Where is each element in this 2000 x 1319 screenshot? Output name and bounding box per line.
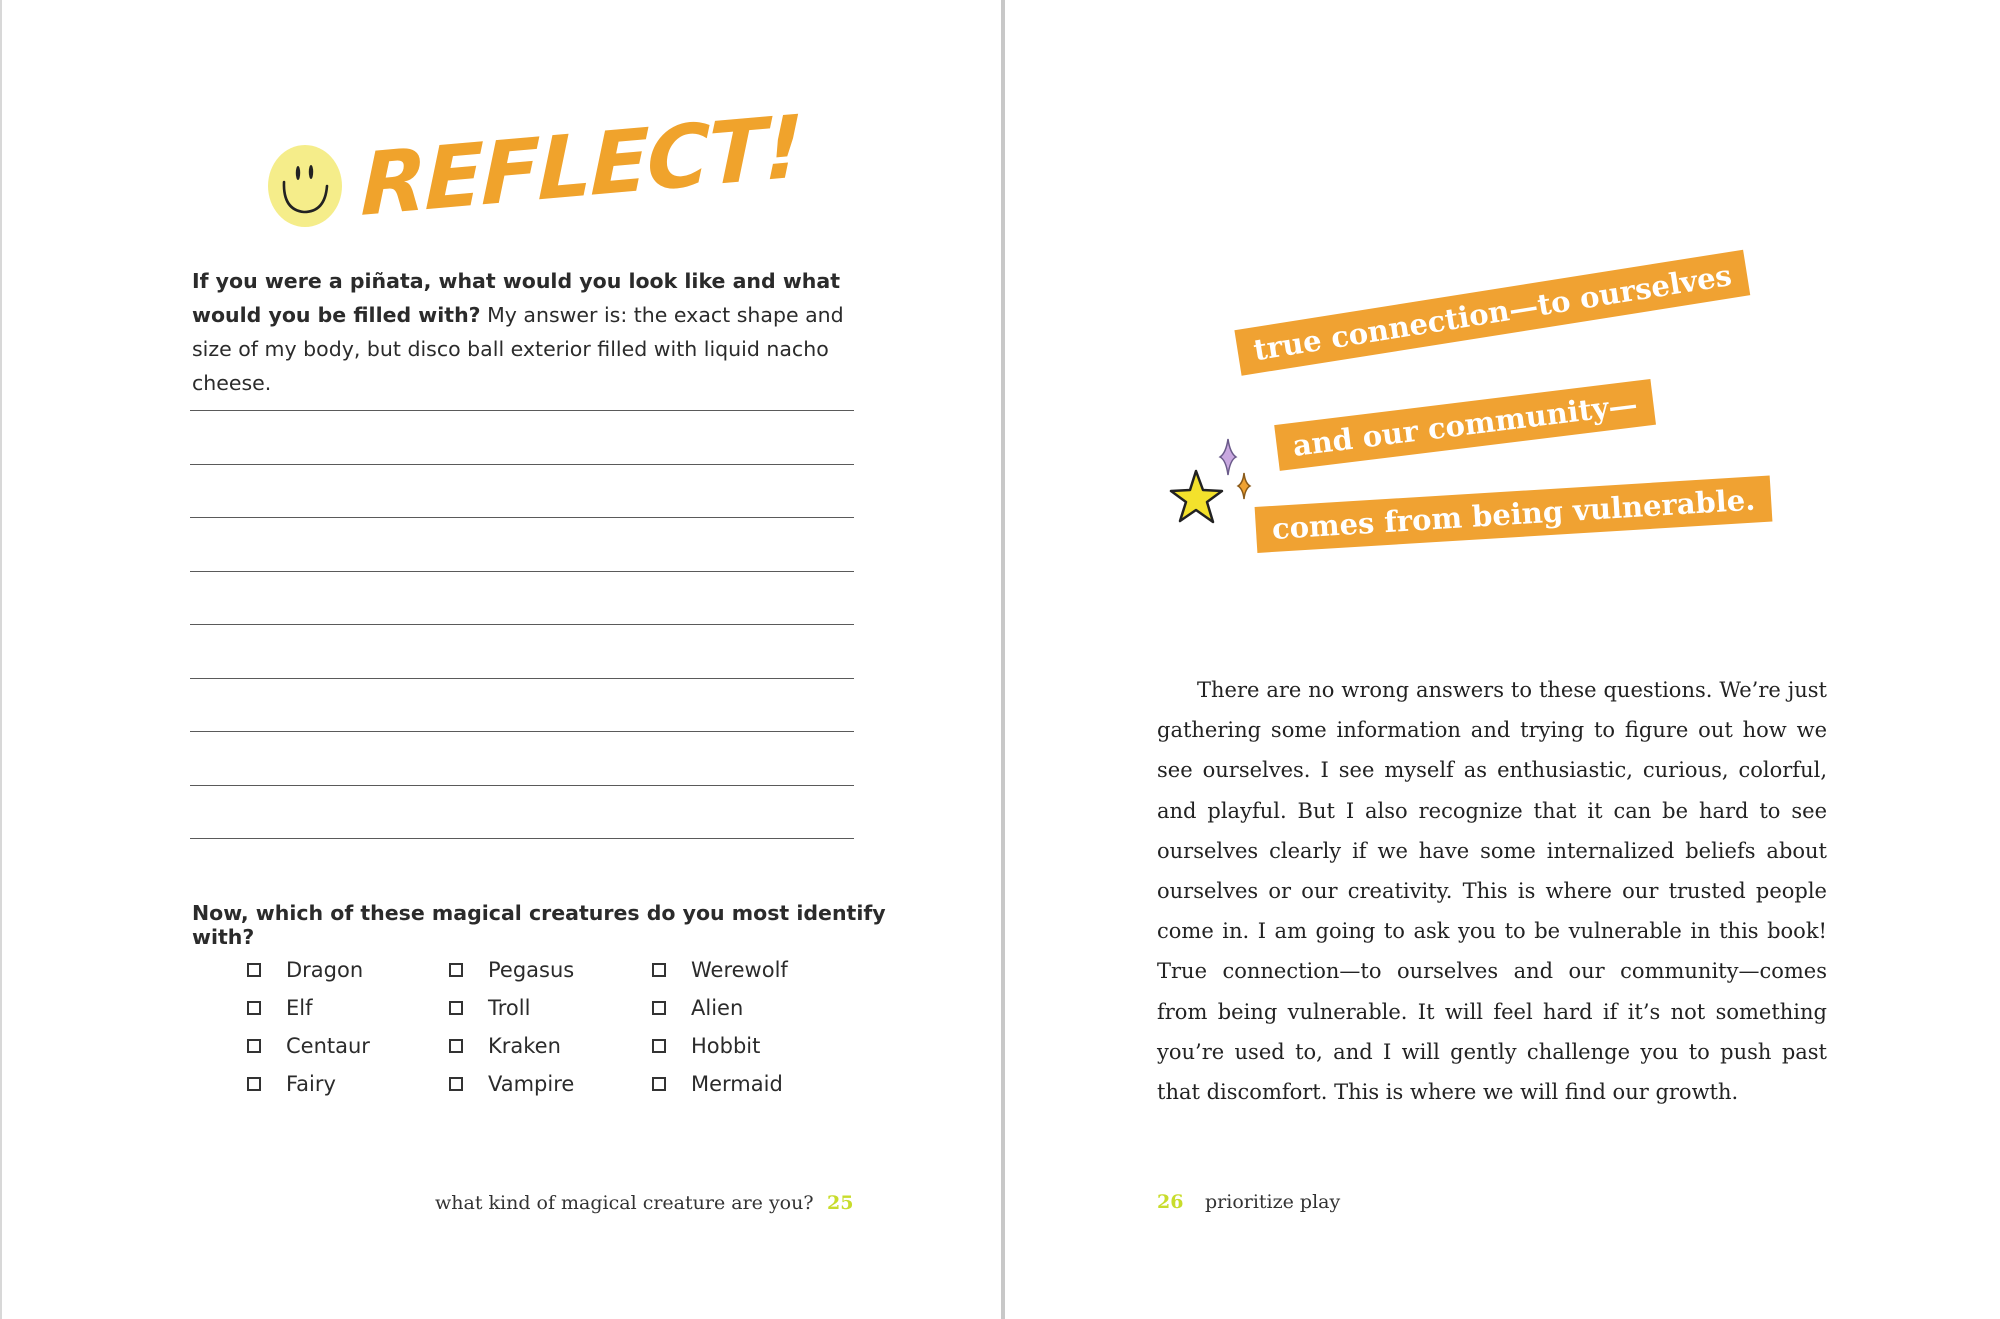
creature-label: Mermaid bbox=[691, 1072, 783, 1096]
creature-label: Centaur bbox=[286, 1034, 370, 1058]
running-footer-left: what kind of magical creature are you? bbox=[435, 1192, 814, 1214]
smiley-face-icon bbox=[267, 142, 345, 228]
prompt-question: If you were a piñata, what would you look like and what would you be filled with? bbox=[192, 269, 840, 327]
prompt-answer: My answer is: the exact shape and size of my body, but disco ball exterior filled with liquid nacho cheese. bbox=[192, 303, 844, 395]
answer-line[interactable] bbox=[190, 838, 854, 839]
creature-option[interactable] bbox=[449, 993, 530, 1023]
checkbox-icon[interactable] bbox=[652, 1001, 666, 1015]
answer-line[interactable] bbox=[190, 731, 854, 732]
page-number-left: 25 bbox=[827, 1192, 854, 1214]
creature-label: Kraken bbox=[488, 1034, 561, 1058]
quote-line-2: and our community— bbox=[1274, 379, 1656, 471]
checkbox-icon[interactable] bbox=[247, 963, 261, 977]
creature-label: Dragon bbox=[286, 958, 364, 982]
creature-label: Pegasus bbox=[488, 958, 575, 982]
creature-option[interactable] bbox=[652, 955, 788, 985]
answer-line[interactable] bbox=[190, 571, 854, 572]
checkbox-icon[interactable] bbox=[652, 1077, 666, 1091]
answer-line[interactable] bbox=[190, 624, 854, 625]
checkbox-icon[interactable] bbox=[652, 1039, 666, 1053]
answer-line[interactable] bbox=[190, 464, 854, 465]
creature-option[interactable] bbox=[652, 1069, 783, 1099]
creature-option[interactable] bbox=[449, 1069, 574, 1099]
creature-option[interactable] bbox=[247, 1069, 336, 1099]
answer-line[interactable] bbox=[190, 785, 854, 786]
body-paragraph: There are no wrong answers to these questions. We’re just gathering some information and trying to figure out how we see ourselves. I see myself as enthusiastic, curious, colorful, and playful. But I also recognize that it can be hard to see ourselves clearly if we have some internalized beliefs about ourselves or our creativity. This is where our trusted people come in. I am going to ask you to be vulnerable in this book! True connection—to ourselves and our community—comes from being vulnerable. It will feel hard if it’s not something you’re used to, and I will gently challenge you to push past that discomfort. This is where we will find our growth. bbox=[1157, 678, 1827, 1105]
creature-label: Fairy bbox=[286, 1072, 336, 1096]
creature-label: Hobbit bbox=[691, 1034, 761, 1058]
creature-option[interactable] bbox=[449, 1031, 561, 1061]
creature-label: Elf bbox=[286, 996, 313, 1020]
reflect-heading bbox=[267, 96, 803, 248]
creature-option[interactable] bbox=[449, 955, 574, 985]
checkbox-icon[interactable] bbox=[449, 1077, 463, 1091]
creature-option[interactable] bbox=[652, 993, 743, 1023]
checkbox-icon[interactable] bbox=[449, 963, 463, 977]
creature-label: Werewolf bbox=[691, 958, 788, 982]
checkbox-icon[interactable] bbox=[652, 963, 666, 977]
creature-label: Alien bbox=[691, 996, 744, 1020]
reflect-prompt bbox=[192, 264, 862, 400]
creature-option[interactable] bbox=[247, 1031, 370, 1061]
creature-question: Now, which of these magical creatures do you most identify with? bbox=[192, 901, 886, 949]
creature-option[interactable] bbox=[247, 993, 313, 1023]
answer-line[interactable] bbox=[190, 410, 854, 411]
answer-line[interactable] bbox=[190, 517, 854, 518]
checkbox-icon[interactable] bbox=[247, 1039, 261, 1053]
quote-line-3: comes from being vulnerable. bbox=[1255, 476, 1773, 553]
reflect-title: REFLECT! bbox=[360, 96, 803, 237]
checkbox-icon[interactable] bbox=[247, 1001, 261, 1015]
creature-label: Vampire bbox=[488, 1072, 575, 1096]
creature-option[interactable] bbox=[247, 955, 363, 985]
sparkle-stars-icon bbox=[1168, 435, 1258, 535]
checkbox-icon[interactable] bbox=[247, 1077, 261, 1091]
creature-label: Troll bbox=[488, 996, 531, 1020]
checkbox-icon[interactable] bbox=[449, 1039, 463, 1053]
running-footer-right: prioritize play bbox=[1205, 1191, 1341, 1213]
page-number-right: 26 bbox=[1157, 1191, 1184, 1213]
creature-option[interactable] bbox=[652, 1031, 760, 1061]
right-page bbox=[1005, 0, 2000, 1319]
quote-line-1: true connection—to ourselves bbox=[1234, 250, 1750, 376]
answer-line[interactable] bbox=[190, 678, 854, 679]
checkbox-icon[interactable] bbox=[449, 1001, 463, 1015]
